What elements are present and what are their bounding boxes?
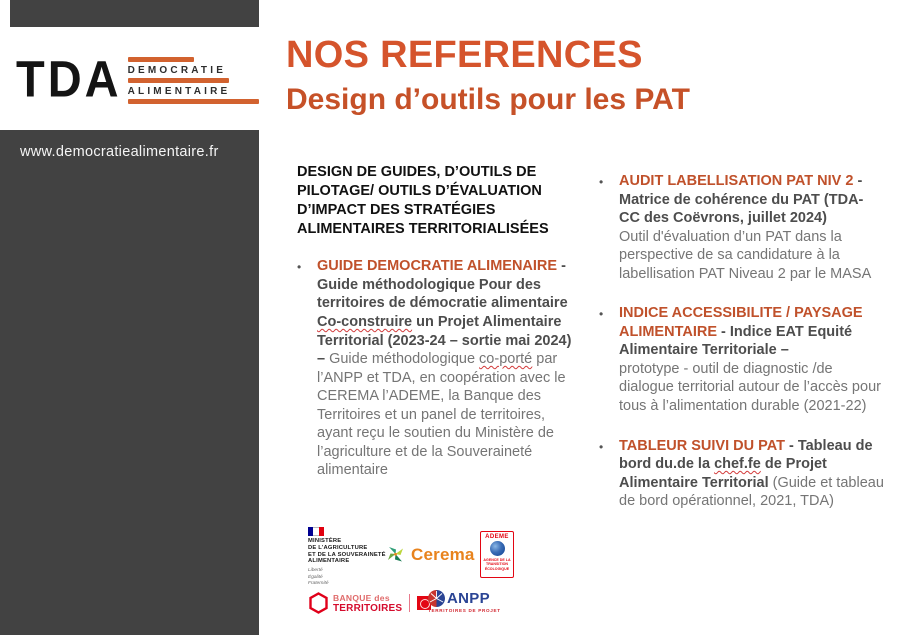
bullet-icon: •: [599, 439, 604, 454]
spellcheck-word: Co-construire: [317, 314, 413, 331]
ademe-subtitle: AGENCE DE LA TRANSITION ÉCOLOGIQUE: [483, 558, 511, 571]
bullet-icon: •: [599, 175, 604, 189]
logo-word-democratie: DEMOCRATIE: [127, 65, 227, 76]
item-bold-text: un Projet Alimentaire Territorial (2023-24 – sortie mai 2024) –: [317, 314, 572, 368]
motto-line: Liberté: [308, 568, 323, 574]
item-bold-text: - Matrice de cohérence du PAT (TDA-CC des Coëvrons, juillet 2024): [619, 173, 864, 227]
item-title: AUDIT LABELLISATION PAT NIV 2: [619, 173, 854, 189]
left-column: [297, 163, 577, 480]
ademe-logo: [480, 531, 514, 578]
list-item-text: [619, 304, 884, 415]
item-description: prototype - outil de diagnostic /de dialogue territorial autour de l’accès pour tous à l’alimentation durable (2021-22): [619, 360, 881, 415]
right-column: [599, 172, 884, 532]
list-item-tableur-suivi: [599, 437, 884, 511]
logo-bar-bottom-icon: [128, 99, 259, 104]
tda-logo: [0, 27, 259, 130]
ministere-line: ALIMENTAIRE: [308, 558, 350, 565]
item-regular-text: (Guide et tableau de bord opérationnel, 2021, TDA): [619, 474, 884, 510]
cerema-label: Cerema: [411, 544, 475, 564]
page-subtitle: Design d’outils pour les PAT: [286, 83, 690, 116]
item-title: TABLEUR SUIVI DU PAT: [619, 437, 785, 454]
motto-line: Égalité: [308, 574, 323, 580]
divider: [409, 594, 410, 612]
globe-icon: [490, 541, 505, 556]
logo-bar-middle-icon: [128, 78, 229, 83]
tda-logo-acronym: TDA: [16, 49, 122, 108]
bullet-icon: •: [599, 307, 604, 322]
item-bold-text: - Tableau de bord du.de la: [619, 437, 873, 473]
item-bold-text: - Guide méthodologique Pour des territoires de démocratie alimentaire: [317, 258, 568, 312]
motto-line: Fraternité: [308, 581, 329, 587]
banque-line2: TERRITOIRES: [333, 602, 403, 614]
anpp-burst-icon: [428, 590, 445, 607]
list-item-indice-accessibilite: [599, 304, 884, 415]
bullet-icon: •: [297, 260, 302, 275]
item-bold-text: - Indice EAT Equité Alimentaire Territoriale: [619, 323, 853, 359]
list-item-text: [619, 437, 884, 511]
item-dash: –: [776, 342, 789, 359]
corner-notch: [0, 0, 10, 28]
logo-bar-top-icon: [128, 57, 194, 62]
french-flag-icon: [308, 527, 324, 536]
cerema-pinwheel-icon: [385, 544, 406, 565]
banque-des-territoires-logo: [309, 592, 431, 614]
list-item-guide-democratie: [297, 257, 577, 480]
item-regular-text: par l’ANPP et TDA, en coopération avec le CEREMA l’ADEME, la Banque des Territoires et un panel de territoires, ayant reçu le soutien du Ministère de l’agriculture et de la Souveraineté alimentaire: [317, 351, 566, 479]
ministere-line: DE L’AGRICULTURE: [308, 544, 368, 551]
page-title: NOS REFERENCES: [286, 34, 643, 76]
cerema-logo: [385, 544, 475, 565]
list-item-text: [317, 257, 577, 480]
ministere-line: ET DE LA SOUVERAINETÉ: [308, 551, 386, 558]
ademe-label: ADEME: [485, 534, 509, 540]
item-regular-text: Guide méthodologique: [329, 351, 480, 368]
item-title: INDICE ACCESSIBILITE / PAYSAGE ALIMENTAIRE: [619, 305, 863, 340]
spellcheck-word: chef.fe: [714, 456, 761, 473]
item-bold-text: de Projet Alimentaire Territorial: [619, 456, 827, 491]
banque-line1: BANQUE des: [333, 592, 390, 603]
spellcheck-word: co-porté: [479, 351, 533, 368]
list-item-audit-labellisation: [599, 172, 884, 283]
left-column-heading: DESIGN DE GUIDES, D’OUTILS DE PILOTAGE/ OUTILS D’ÉVALUATION D’IMPACT DES STRATÉGIES ALIMENTAIRES TERRITORIALISÉES: [297, 164, 549, 237]
anpp-label: ANPP: [447, 590, 490, 607]
ministere-line: MINISTÈRE: [308, 538, 342, 544]
tda-logo-wordmark: [128, 53, 259, 104]
anpp-logo: [428, 590, 501, 613]
website-url[interactable]: www.democratiealimentaire.fr: [20, 144, 219, 160]
item-title: GUIDE DEMOCRATIE ALIMENAIRE: [317, 258, 558, 275]
item-description: Outil d'évaluation d’un PAT dans la perspective de sa candidature à la labellisation PAT Niveau 2 par le MASA: [619, 228, 872, 282]
logo-word-alimentaire: ALIMENTAIRE: [127, 86, 231, 97]
anpp-subtitle: TERRITOIRES DE PROJET: [428, 608, 501, 613]
hexagon-icon: [309, 592, 328, 614]
list-item-text: [619, 172, 884, 283]
